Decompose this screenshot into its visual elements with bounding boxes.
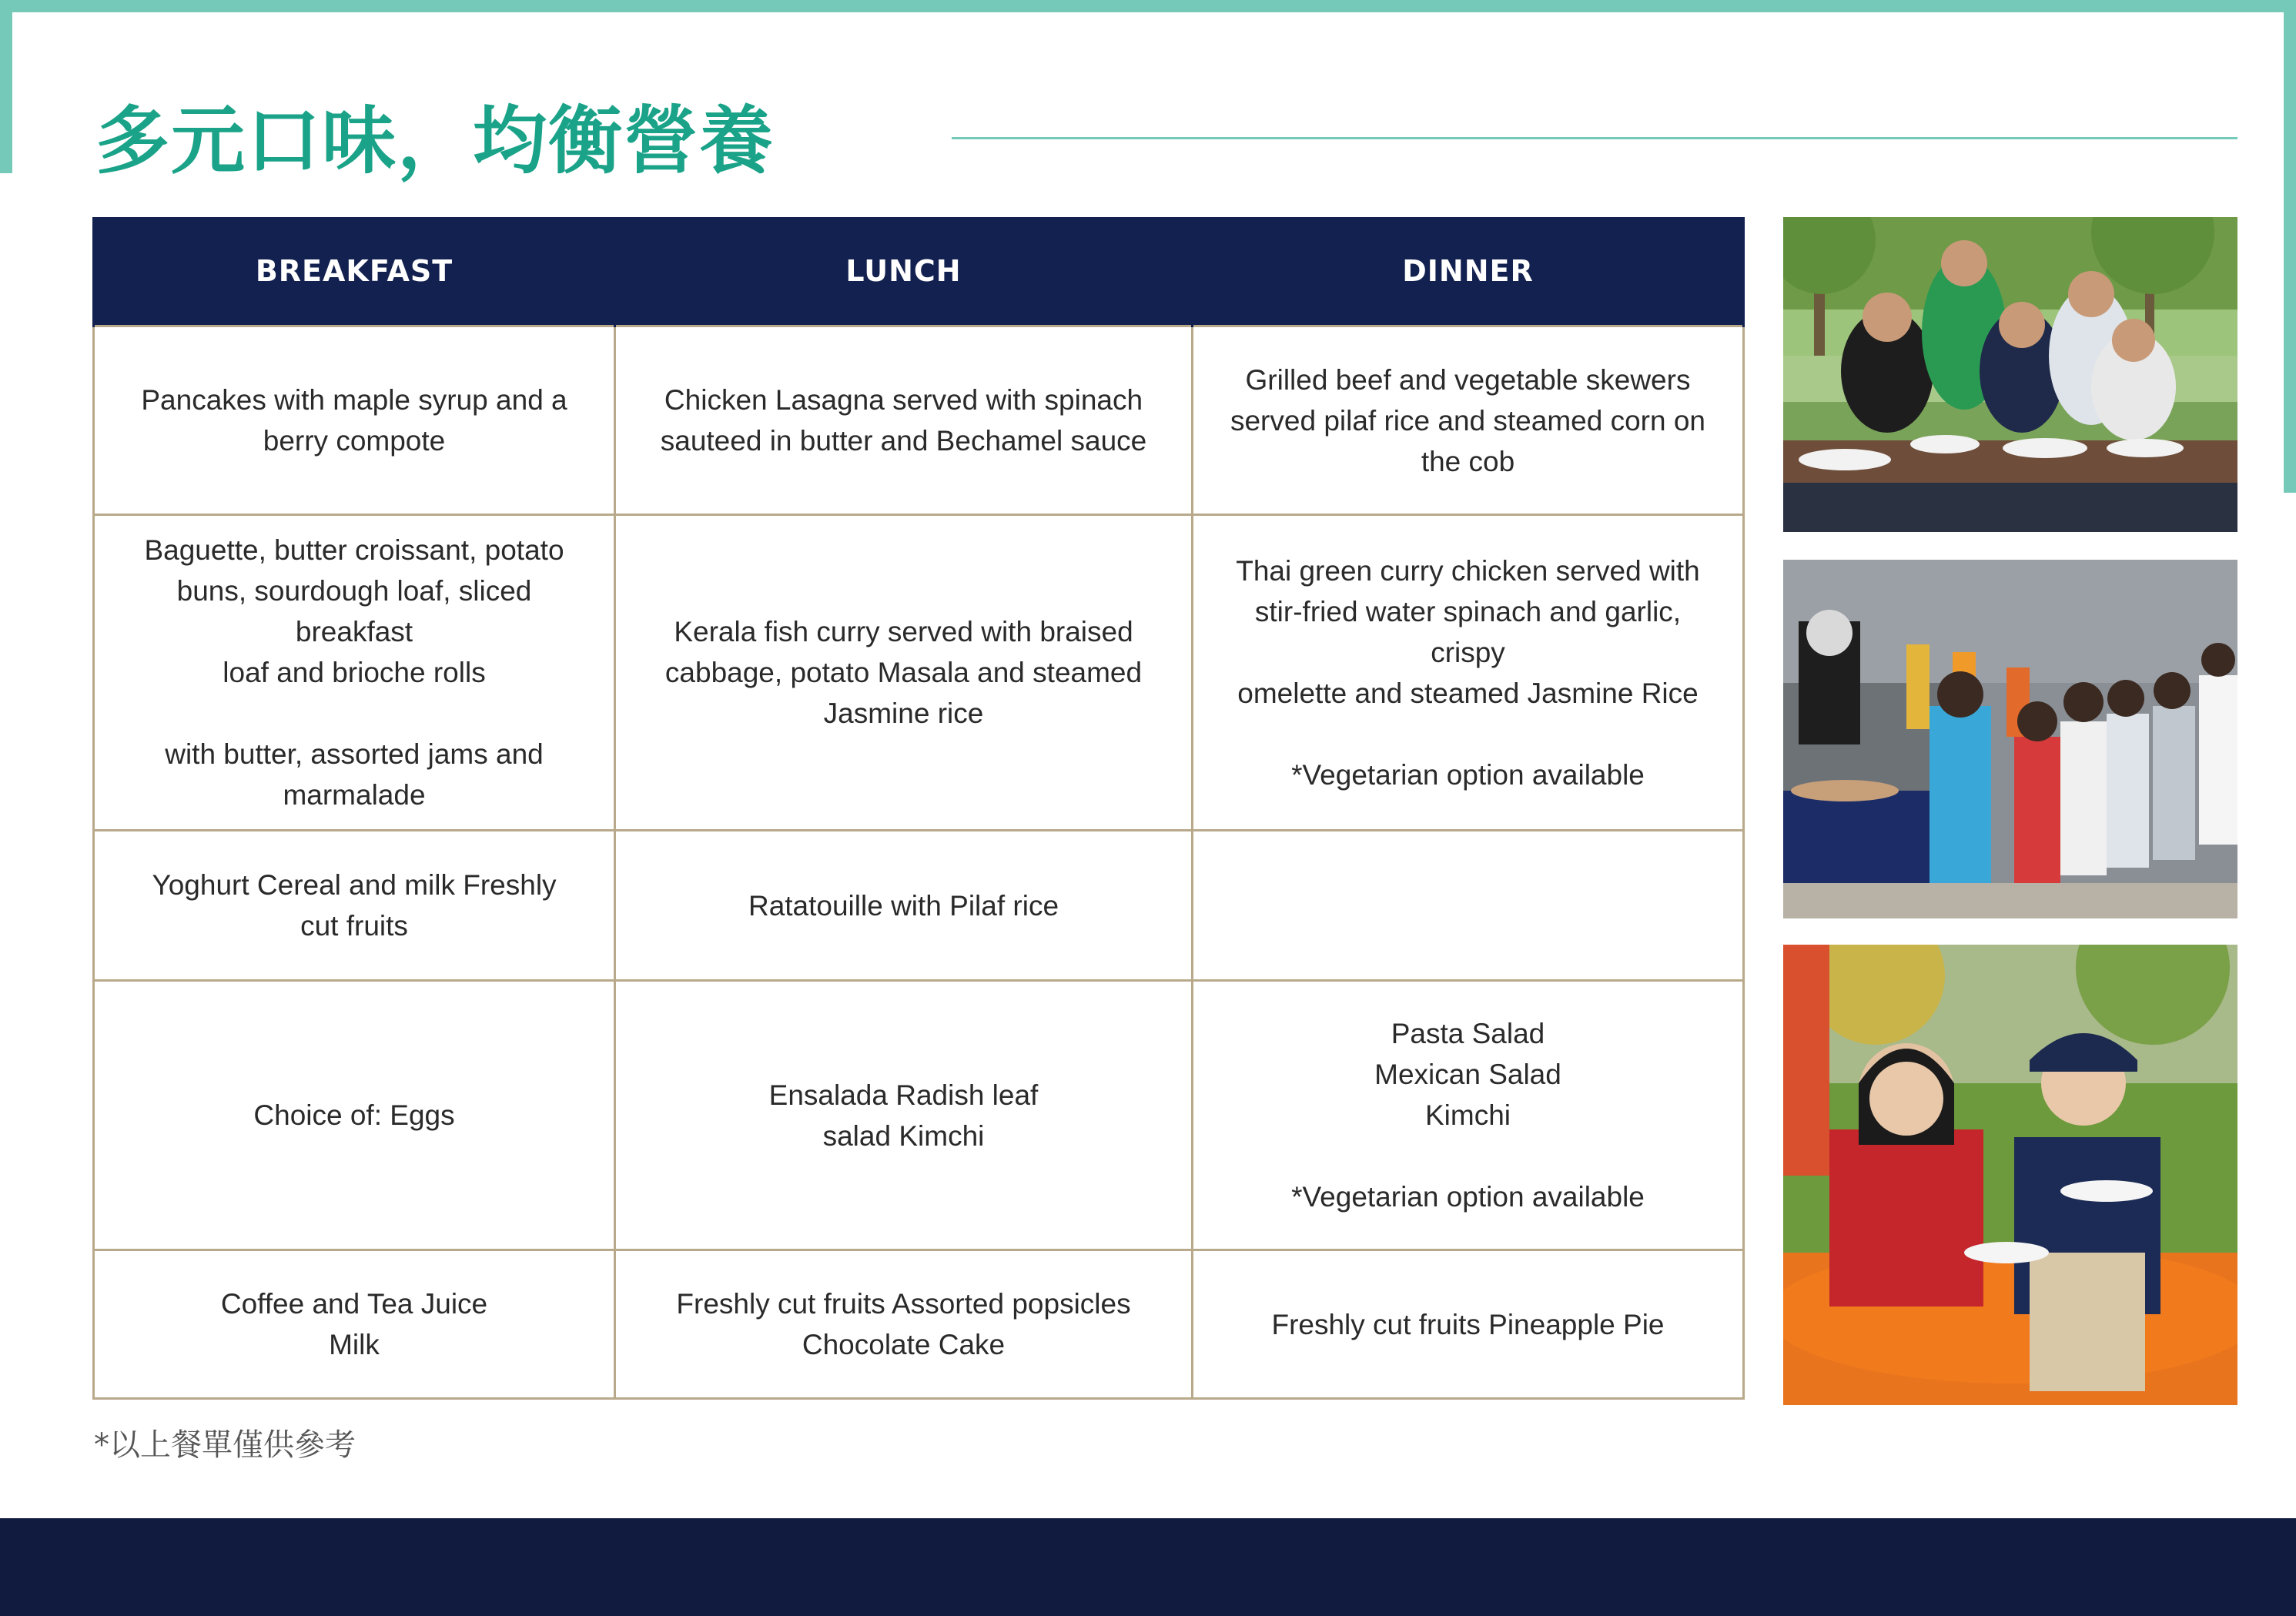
breakfast-cell (94, 981, 615, 1250)
cell-text: Kerala fish curry served with braised cabbage, potato Masala and steamed Jasmine rice (664, 616, 1143, 729)
meal-menu-table (92, 217, 1745, 1400)
lunch-cell (615, 831, 1193, 981)
top-accent-bar (0, 0, 2296, 12)
header-row (94, 217, 1744, 326)
header-breakfast: BREAKFAST (94, 217, 615, 326)
breakfast-cell (94, 515, 615, 831)
cell-text: Pancakes with maple syrup and a berry compote (141, 384, 567, 457)
dinner-cell (1193, 831, 1744, 981)
cell-text: Freshly cut fruits Pineapple Pie (1271, 1308, 1665, 1340)
breakfast-cell (94, 831, 615, 981)
lunch-cell (615, 326, 1193, 515)
footer-bar (0, 1518, 2296, 1616)
breakfast-cell (94, 326, 615, 515)
photo-girls-eating-image (1783, 945, 2237, 1405)
header-lunch: LUNCH (615, 217, 1193, 326)
right-accent-bar (2284, 0, 2296, 493)
breakfast-cell (94, 1250, 615, 1399)
cell-text: Ratatouille with Pilaf rice (748, 889, 1059, 922)
header-dinner: DINNER (1193, 217, 1744, 326)
photo-outdoor-dining (1783, 217, 2237, 532)
cell-text: Freshly cut fruits Assorted popsicles Chocolate Cake (676, 1288, 1131, 1360)
photo-buffet-line (1783, 560, 2237, 918)
dinner-cell (1193, 1250, 1744, 1399)
cell-text: Coffee and Tea Juice Milk (220, 1288, 488, 1360)
dinner-cell (1193, 326, 1744, 515)
left-accent-bar (0, 0, 12, 173)
table-row (94, 831, 1744, 981)
cell-text: Choice of: Eggs (253, 1099, 455, 1131)
cell-text: Pasta Salad Mexican Salad Kimchi *Vegetarian option available (1291, 1018, 1645, 1213)
cell-text: Chicken Lasagna served with spinach sauteed in butter and Bechamel sauce (660, 384, 1147, 457)
cell-text: Baguette, butter croissant, potato buns, sourdough loaf, sliced breakfast loaf and brioche rolls with butter, assorted jams and marmalade (144, 534, 564, 811)
table-row (94, 515, 1744, 831)
dinner-cell (1193, 515, 1744, 831)
title-divider (952, 137, 2237, 139)
cell-text: Ensalada Radish leaf salad Kimchi (768, 1079, 1039, 1152)
page-title: 多元口味，均衡營養 (95, 98, 775, 184)
table-row (94, 981, 1744, 1250)
lunch-cell (615, 515, 1193, 831)
dinner-cell (1193, 981, 1744, 1250)
photo-buffet-line-image (1783, 560, 2237, 918)
table-row (94, 1250, 1744, 1399)
lunch-cell (615, 1250, 1193, 1399)
lunch-cell (615, 981, 1193, 1250)
photo-girls-eating (1783, 945, 2237, 1405)
photo-outdoor-dining-image (1783, 217, 2237, 532)
cell-text: Grilled beef and vegetable skewers served pilaf rice and steamed corn on the cob (1230, 363, 1705, 477)
cell-text: Yoghurt Cereal and milk Freshly cut fruits (152, 869, 557, 942)
table-row (94, 326, 1744, 515)
cell-text: Thai green curry chicken served with stir-fried water spinach and garlic, crispy omelette and steamed Jasmine Rice *Vegetarian option available (1236, 554, 1700, 791)
menu-disclaimer: *以上餐單僅供參考 (94, 1427, 356, 1463)
